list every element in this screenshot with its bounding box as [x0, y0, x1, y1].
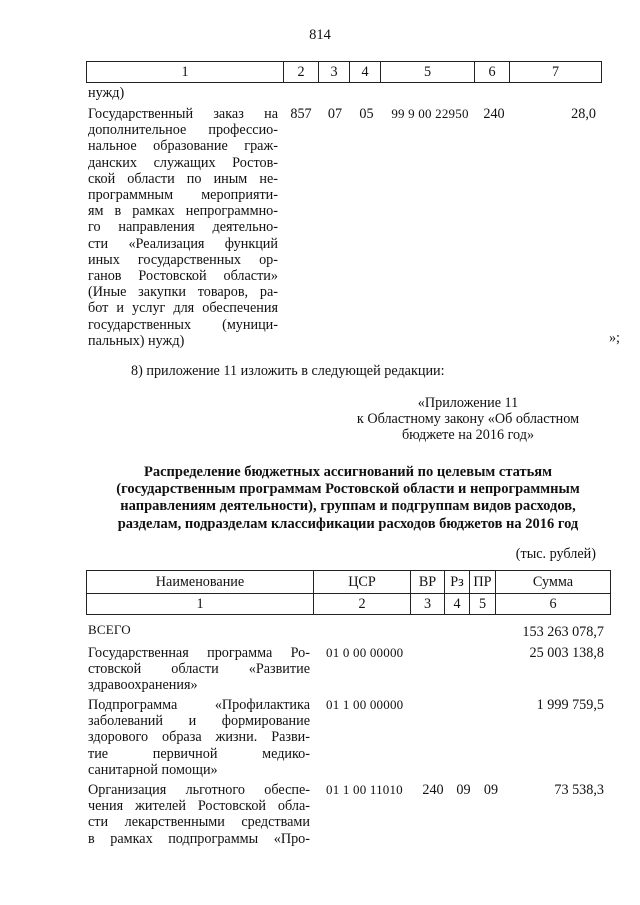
- row-name-line: нальное образование граж-: [88, 138, 278, 155]
- row-text-line: стовской области «Развитие: [88, 661, 310, 678]
- row-name-line: Государственный заказ на: [88, 106, 278, 122]
- heading-line: разделам, подразделам классификации расходов бюджетов на 2016 год: [117, 515, 579, 532]
- row-name-line: дополнительное профессио-: [88, 122, 278, 139]
- header-number: 2: [314, 594, 411, 615]
- table-row: [88, 645, 310, 694]
- row-name-line: данских служащих Ростов-: [88, 154, 278, 171]
- row-text-line: санитарной помощи»: [88, 761, 218, 778]
- row-rz: 09: [456, 782, 471, 798]
- col-header-1: 1: [87, 62, 284, 83]
- row-text-line: чения жителей Ростовской обла-: [88, 798, 310, 815]
- appendix-reference: [340, 395, 596, 444]
- col-header-2: 2: [284, 62, 319, 83]
- row-text-line: Подпрограмма «Профилактика: [88, 697, 310, 713]
- main-table-header: [86, 570, 611, 615]
- row-name-line: го направления деятельно-: [88, 219, 278, 236]
- total-sum: 153 263 078,7: [522, 624, 604, 640]
- appendix-ref-line: к Областному закону «Об областном: [356, 411, 580, 428]
- header-sum: Сумма: [496, 571, 611, 594]
- row-name-line: пальных) нужд): [88, 332, 185, 349]
- col-header-3: 3: [319, 62, 350, 83]
- row-cell-6: 240: [483, 106, 505, 122]
- row-csr: 01 1 00 11010: [326, 782, 403, 797]
- row-pr: 09: [483, 782, 499, 798]
- header-vr: ВР: [411, 571, 445, 594]
- row-text-line: Государственная программа Ро-: [88, 645, 310, 661]
- col-header-6: 6: [475, 62, 510, 83]
- row-text-line: здравоохранения»: [88, 677, 198, 694]
- row-name-line: ганов Ростовской области»: [88, 268, 278, 285]
- document-heading: [86, 464, 610, 533]
- heading-line: направлениям деятельности), группам и подгруппам видов расходов,: [120, 498, 576, 515]
- row-csr: 01 1 00 00000: [326, 697, 404, 712]
- row-text-line: заболеваний и формирование: [88, 713, 310, 730]
- row-name-line: иных государственных ор-: [88, 251, 278, 268]
- closing-quote-mark: »;: [608, 330, 620, 346]
- row-text-line: Организация льготного обеспе-: [88, 782, 310, 798]
- header-rz: Рз: [445, 571, 470, 594]
- header-number: 4: [445, 594, 470, 615]
- continuation-table-header: [86, 61, 602, 83]
- continuation-text: нужд): [88, 85, 125, 101]
- row-name-line: ям в рамках непрограммно-: [88, 203, 278, 220]
- row-name-line: (Иные закупки товаров, ра-: [88, 284, 278, 301]
- heading-line: (государственным программам Ростовской области и непрограммным: [116, 481, 580, 498]
- total-label: ВСЕГО: [88, 622, 131, 637]
- row-cell-7: 28,0: [571, 106, 596, 122]
- row-text-line: в рамках подпрограммы «Про-: [88, 830, 310, 847]
- header-number: 3: [411, 594, 445, 615]
- row-cell-4: 05: [359, 106, 374, 122]
- row-name-line: бот и услуг для обеспечения: [88, 300, 278, 317]
- header-number: 1: [87, 594, 314, 615]
- row-name-line: ской области по иным не-: [88, 170, 278, 187]
- table-row: [88, 782, 310, 847]
- row-sum: 25 003 138,8: [529, 645, 604, 661]
- amendment-item-8: 8) приложение 11 изложить в следующей редакции:: [131, 363, 445, 379]
- header-pr: ПР: [470, 571, 496, 594]
- row-name-line: сти «Реализация функций: [88, 235, 278, 252]
- row-cell-5: 99 9 00 22950: [391, 106, 469, 121]
- col-header-7: 7: [510, 62, 602, 83]
- row-name-line: государственных (муници-: [88, 316, 278, 333]
- row-sum: 73 538,3: [554, 782, 604, 798]
- row-cell-2: 857: [290, 106, 312, 122]
- row-vr: 240: [422, 782, 444, 798]
- row-text-line: здорового образа жизни. Разви-: [88, 729, 310, 746]
- col-header-4: 4: [350, 62, 381, 83]
- appendix-ref-line: «Приложение 11: [417, 395, 519, 411]
- header-number: 5: [470, 594, 496, 615]
- heading-line: Распределение бюджетных ассигнований по целевым статьям: [143, 464, 553, 480]
- appendix-ref-line: бюджете на 2016 год»: [401, 427, 535, 444]
- page-number: 814: [309, 27, 331, 43]
- row-name-line: программным мероприяти-: [88, 187, 278, 204]
- units-note: (тыс. рублей): [515, 546, 596, 562]
- header-number: 6: [496, 594, 611, 615]
- header-name: Наименование: [87, 571, 314, 594]
- col-header-5: 5: [381, 62, 475, 83]
- row-sum: 1 999 759,5: [536, 697, 604, 713]
- row-name: [88, 106, 278, 349]
- row-csr: 01 0 00 00000: [326, 645, 404, 660]
- header-csr: ЦСР: [314, 571, 411, 594]
- row-text-line: сти лекарственными средствами: [88, 814, 310, 831]
- table-row: [88, 697, 310, 778]
- row-text-line: тие первичной медико-: [88, 745, 310, 762]
- row-cell-3: 07: [327, 106, 343, 122]
